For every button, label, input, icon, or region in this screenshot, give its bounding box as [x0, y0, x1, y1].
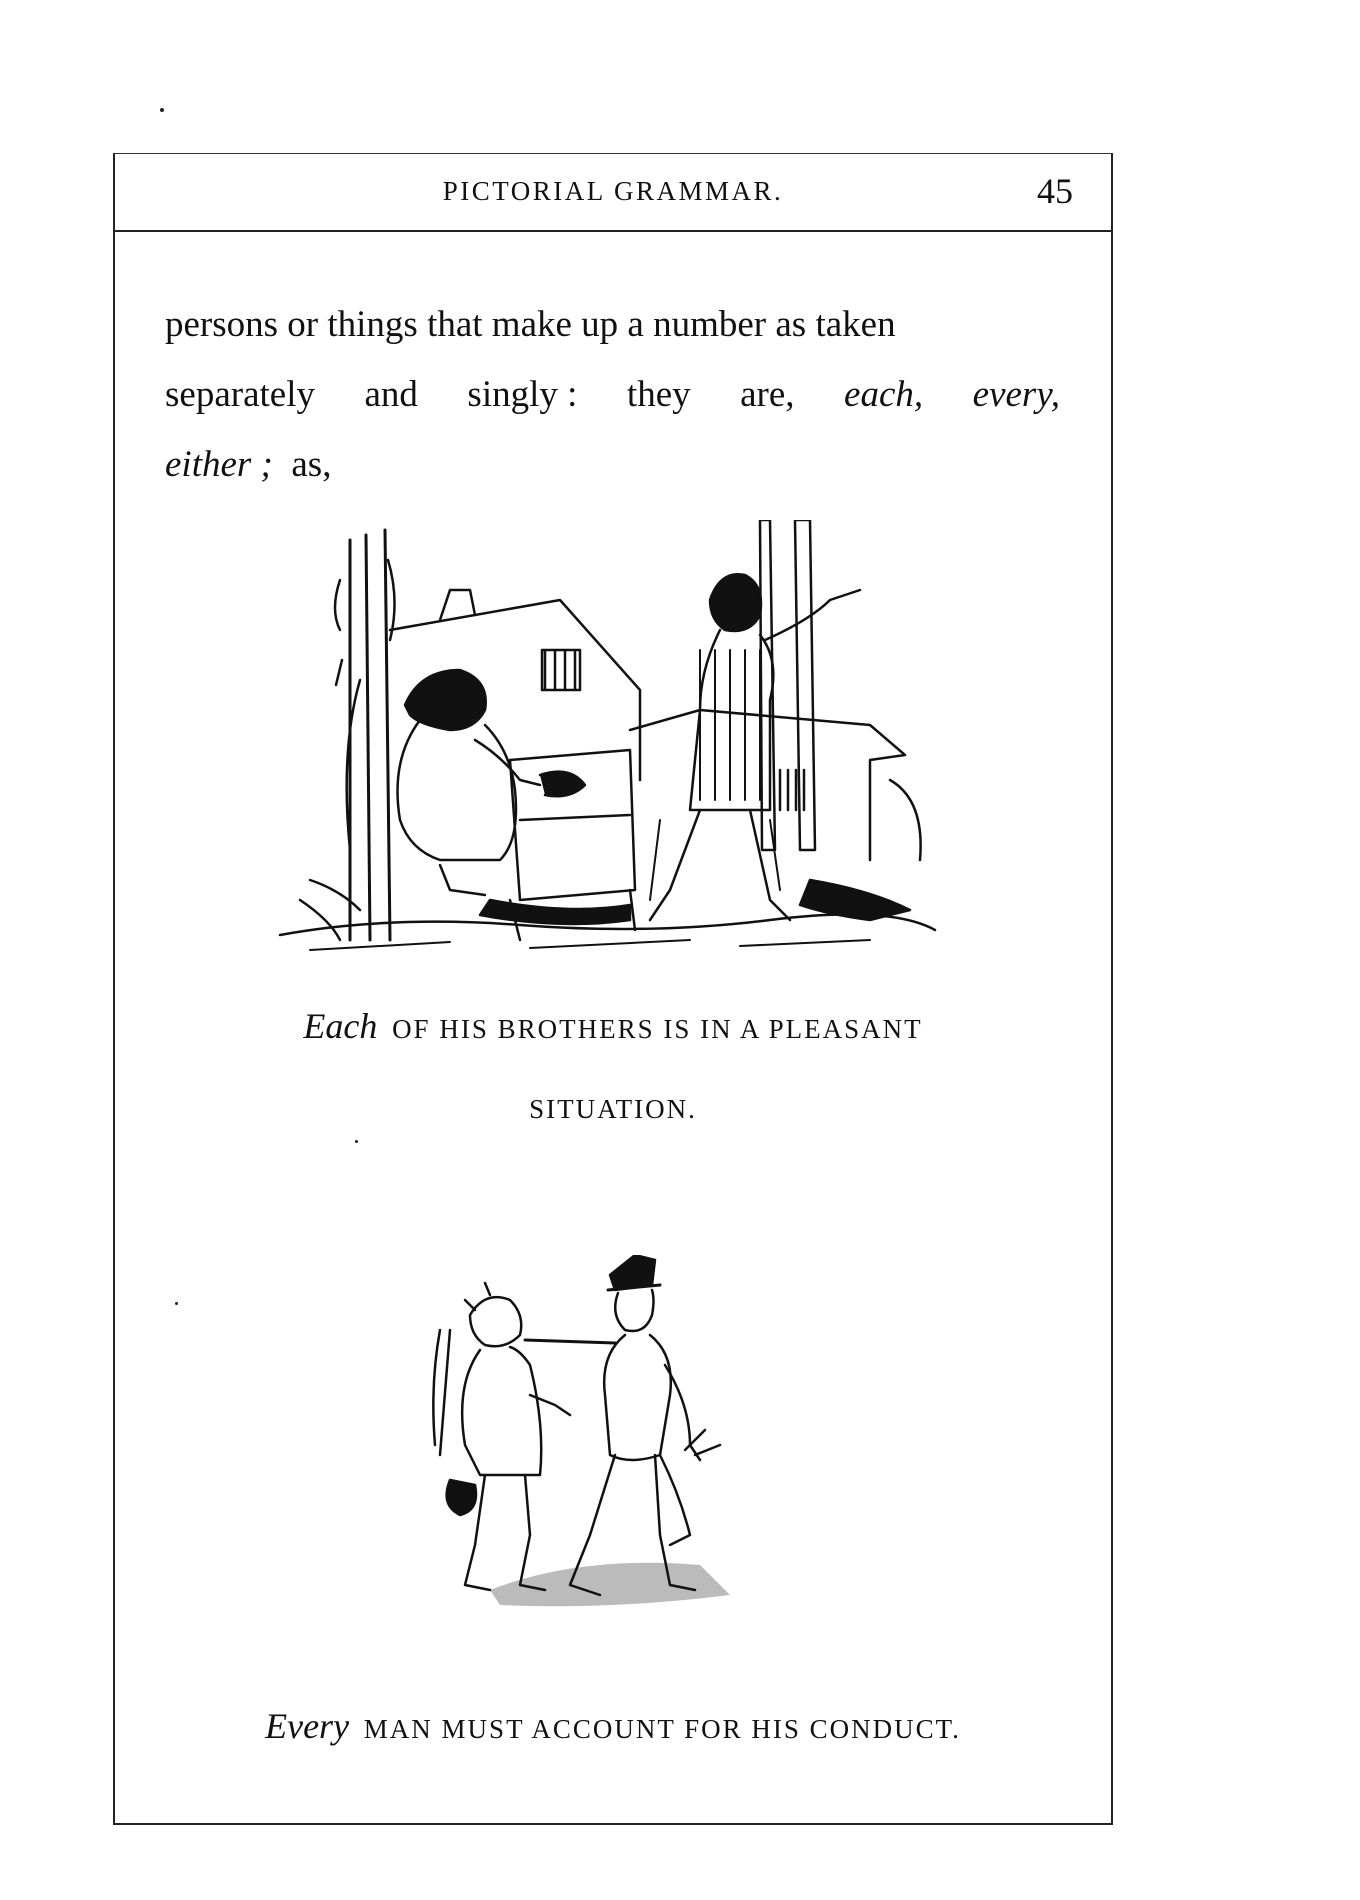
figure2-caption: [113, 1705, 1113, 1747]
body-paragraph: [165, 290, 1060, 500]
running-head: [113, 170, 1113, 214]
page-number: 45: [1037, 171, 1073, 211]
header-rule: [113, 230, 1113, 232]
figure1-caption: [113, 1000, 1113, 1135]
figure1-caption-line-1: [113, 1000, 1113, 1055]
caption-text: OF HIS BROTHERS IS IN A PLEASANT: [392, 1014, 923, 1044]
body-word-italic: every,: [972, 374, 1060, 415]
body-word: separately: [165, 374, 315, 415]
running-title: PICTORIAL GRAMMAR.: [442, 176, 784, 206]
caption-keyword: Each: [303, 1006, 378, 1046]
body-word-italic: either ;: [165, 444, 273, 485]
body-word: and: [364, 374, 418, 415]
body-word: are,: [740, 374, 795, 415]
body-word: they: [626, 374, 691, 415]
stray-mark: [160, 108, 164, 112]
body-word-italic: each,: [844, 374, 924, 415]
figure1-caption-line-2: SITUATION.: [529, 1094, 697, 1124]
illustration-stocks: [270, 520, 950, 960]
body-line-1: persons or things that make up a number as taken: [165, 304, 896, 345]
body-word: singly :: [467, 374, 578, 415]
illustration-confrontation: [430, 1255, 780, 1620]
body-word: as,: [291, 444, 332, 485]
body-line-3: [165, 430, 1060, 500]
stray-mark: [175, 1302, 178, 1305]
caption-keyword: Every: [265, 1706, 350, 1746]
stray-mark: [355, 1140, 358, 1143]
caption-text: MAN MUST ACCOUNT FOR HIS CONDUCT.: [363, 1714, 961, 1744]
body-line-2: [165, 360, 1060, 430]
